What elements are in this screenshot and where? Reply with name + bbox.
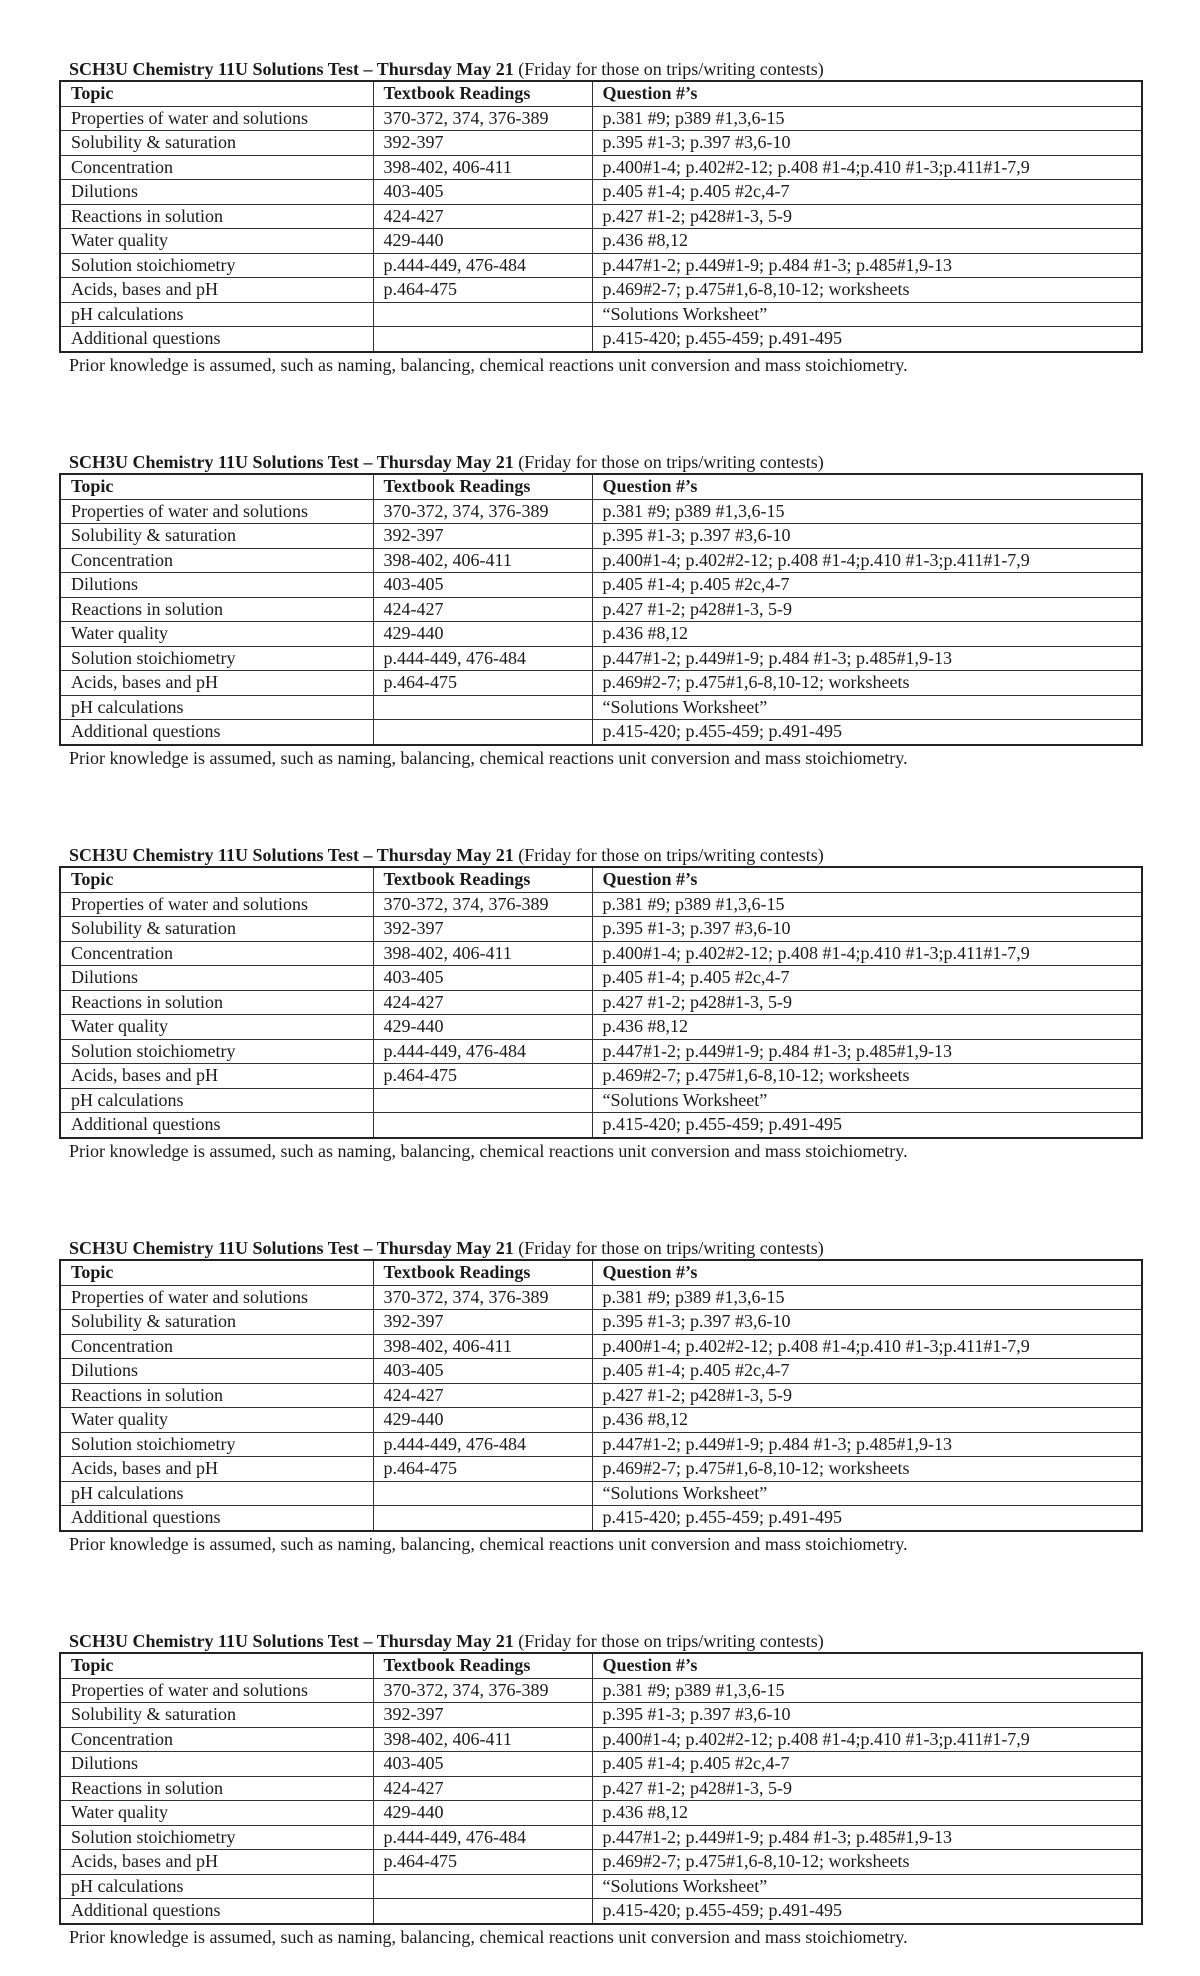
cell-topic: Concentration	[60, 941, 373, 966]
cell-topic: Dilutions	[60, 1359, 373, 1384]
table-header-row	[60, 1260, 1142, 1285]
cell-topic: pH calculations	[60, 302, 373, 327]
sheet-title-note: (Friday for those on trips/writing contests)	[513, 845, 824, 865]
cell-textbook-readings: p.444-449, 476-484	[373, 1039, 592, 1064]
study-table	[59, 1652, 1143, 1925]
cell-questions: p.405 #1-4; p.405 #2c,4-7	[592, 966, 1142, 991]
cell-questions: p.427 #1-2; p428#1-3, 5-9	[592, 597, 1142, 622]
cell-topic: Acids, bases and pH	[60, 671, 373, 696]
cell-textbook-readings: 424-427	[373, 597, 592, 622]
table-header-row	[60, 474, 1142, 499]
cell-textbook-readings: 370-372, 374, 376-389	[373, 106, 592, 131]
table-row	[60, 1825, 1142, 1850]
table-row	[60, 892, 1142, 917]
table-row	[60, 1899, 1142, 1924]
cell-topic: pH calculations	[60, 695, 373, 720]
cell-questions: p.436 #8,12	[592, 1408, 1142, 1433]
cell-topic: Concentration	[60, 1727, 373, 1752]
cell-topic: Properties of water and solutions	[60, 1285, 373, 1310]
header-topic: Topic	[60, 474, 373, 499]
table-row	[60, 278, 1142, 303]
table-row	[60, 573, 1142, 598]
cell-textbook-readings: 429-440	[373, 622, 592, 647]
sheet-title-note: (Friday for those on trips/writing contests)	[513, 452, 824, 472]
header-textbook-readings: Textbook Readings	[373, 1653, 592, 1678]
cell-topic: Dilutions	[60, 180, 373, 205]
cell-questions: p.381 #9; p389 #1,3,6-15	[592, 499, 1142, 524]
header-questions: Question #’s	[592, 1653, 1142, 1678]
header-questions: Question #’s	[592, 474, 1142, 499]
cell-topic: Acids, bases and pH	[60, 1457, 373, 1482]
header-questions: Question #’s	[592, 1260, 1142, 1285]
cell-questions: p.381 #9; p389 #1,3,6-15	[592, 892, 1142, 917]
cell-textbook-readings	[373, 1899, 592, 1924]
cell-topic: Reactions in solution	[60, 1383, 373, 1408]
table-row	[60, 622, 1142, 647]
cell-questions: “Solutions Worksheet”	[592, 1088, 1142, 1113]
cell-textbook-readings: 424-427	[373, 204, 592, 229]
cell-textbook-readings: 403-405	[373, 180, 592, 205]
cell-textbook-readings	[373, 1088, 592, 1113]
table-row	[60, 1015, 1142, 1040]
table-header-row	[60, 867, 1142, 892]
cell-topic: Concentration	[60, 548, 373, 573]
cell-textbook-readings	[373, 1113, 592, 1138]
cell-textbook-readings	[373, 720, 592, 745]
table-row	[60, 1383, 1142, 1408]
cell-textbook-readings: 398-402, 406-411	[373, 548, 592, 573]
cell-topic: Solubility & saturation	[60, 131, 373, 156]
cell-questions: p.400#1-4; p.402#2-12; p.408 #1-4;p.410 #1-3;p.411#1-7,9	[592, 548, 1142, 573]
cell-topic: Concentration	[60, 155, 373, 180]
table-row	[60, 253, 1142, 278]
cell-questions: “Solutions Worksheet”	[592, 1874, 1142, 1899]
cell-topic: Solution stoichiometry	[60, 1432, 373, 1457]
cell-questions: p.436 #8,12	[592, 1801, 1142, 1826]
table-row	[60, 1506, 1142, 1531]
cell-questions: p.447#1-2; p.449#1-9; p.484 #1-3; p.485#1,9-13	[592, 1432, 1142, 1457]
table-header-row	[60, 81, 1142, 106]
study-table	[59, 473, 1143, 746]
sheet-title-note: (Friday for those on trips/writing contests)	[513, 59, 824, 79]
sheet-title	[59, 1237, 1141, 1259]
cell-questions: p.469#2-7; p.475#1,6-8,10-12; worksheets	[592, 278, 1142, 303]
cell-questions: p.447#1-2; p.449#1-9; p.484 #1-3; p.485#1,9-13	[592, 1039, 1142, 1064]
header-topic: Topic	[60, 867, 373, 892]
cell-topic: Water quality	[60, 622, 373, 647]
table-row	[60, 1678, 1142, 1703]
cell-questions: p.405 #1-4; p.405 #2c,4-7	[592, 1359, 1142, 1384]
sheet-title-main: SCH3U Chemistry 11U Solutions Test – Thursday May 21	[69, 845, 514, 865]
cell-topic: Water quality	[60, 1015, 373, 1040]
table-row	[60, 1874, 1142, 1899]
cell-topic: Solubility & saturation	[60, 917, 373, 942]
header-topic: Topic	[60, 81, 373, 106]
cell-textbook-readings: 403-405	[373, 1752, 592, 1777]
cell-topic: Solution stoichiometry	[60, 646, 373, 671]
cell-topic: Solution stoichiometry	[60, 253, 373, 278]
study-sheet-2	[59, 451, 1141, 770]
study-sheet-3	[59, 844, 1141, 1163]
prior-knowledge-note: Prior knowledge is assumed, such as naming, balancing, chemical reactions unit conversion and mass stoichiometry.	[69, 1926, 908, 1947]
cell-questions: p.427 #1-2; p428#1-3, 5-9	[592, 1383, 1142, 1408]
table-row	[60, 695, 1142, 720]
cell-questions: p.395 #1-3; p.397 #3,6-10	[592, 1310, 1142, 1335]
cell-textbook-readings: 398-402, 406-411	[373, 941, 592, 966]
cell-questions: p.447#1-2; p.449#1-9; p.484 #1-3; p.485#1,9-13	[592, 646, 1142, 671]
cell-topic: pH calculations	[60, 1481, 373, 1506]
table-row	[60, 917, 1142, 942]
table-row	[60, 990, 1142, 1015]
table-row	[60, 548, 1142, 573]
cell-textbook-readings: 392-397	[373, 1310, 592, 1335]
study-table	[59, 1259, 1143, 1532]
cell-topic: Water quality	[60, 1408, 373, 1433]
study-sheet-4	[59, 1237, 1141, 1556]
cell-textbook-readings: p.464-475	[373, 1850, 592, 1875]
cell-questions: p.469#2-7; p.475#1,6-8,10-12; worksheets	[592, 671, 1142, 696]
cell-questions: p.381 #9; p389 #1,3,6-15	[592, 1285, 1142, 1310]
cell-textbook-readings: p.464-475	[373, 671, 592, 696]
table-row	[60, 1727, 1142, 1752]
cell-topic: Additional questions	[60, 1899, 373, 1924]
sheet-title-main: SCH3U Chemistry 11U Solutions Test – Thursday May 21	[69, 1238, 514, 1258]
cell-topic: Additional questions	[60, 1113, 373, 1138]
cell-questions: p.400#1-4; p.402#2-12; p.408 #1-4;p.410 #1-3;p.411#1-7,9	[592, 155, 1142, 180]
table-row	[60, 302, 1142, 327]
cell-questions: “Solutions Worksheet”	[592, 1481, 1142, 1506]
cell-questions: p.405 #1-4; p.405 #2c,4-7	[592, 573, 1142, 598]
table-row	[60, 1408, 1142, 1433]
cell-questions: p.405 #1-4; p.405 #2c,4-7	[592, 1752, 1142, 1777]
cell-textbook-readings: p.444-449, 476-484	[373, 1825, 592, 1850]
table-row	[60, 1776, 1142, 1801]
cell-topic: Reactions in solution	[60, 990, 373, 1015]
cell-textbook-readings: 392-397	[373, 917, 592, 942]
cell-topic: Additional questions	[60, 720, 373, 745]
cell-questions: p.395 #1-3; p.397 #3,6-10	[592, 1703, 1142, 1728]
table-row	[60, 941, 1142, 966]
cell-questions: p.400#1-4; p.402#2-12; p.408 #1-4;p.410 #1-3;p.411#1-7,9	[592, 941, 1142, 966]
table-row	[60, 327, 1142, 352]
sheet-title	[59, 451, 1141, 473]
table-row	[60, 597, 1142, 622]
table-row	[60, 1113, 1142, 1138]
cell-topic: Solubility & saturation	[60, 1703, 373, 1728]
cell-textbook-readings: p.444-449, 476-484	[373, 1432, 592, 1457]
table-row	[60, 1752, 1142, 1777]
cell-questions: p.415-420; p.455-459; p.491-495	[592, 1899, 1142, 1924]
cell-questions: p.415-420; p.455-459; p.491-495	[592, 327, 1142, 352]
cell-textbook-readings: 429-440	[373, 229, 592, 254]
cell-topic: Dilutions	[60, 966, 373, 991]
cell-topic: Properties of water and solutions	[60, 106, 373, 131]
cell-topic: Solubility & saturation	[60, 1310, 373, 1335]
cell-topic: Solution stoichiometry	[60, 1039, 373, 1064]
cell-topic: Acids, bases and pH	[60, 278, 373, 303]
cell-textbook-readings: p.464-475	[373, 1457, 592, 1482]
header-textbook-readings: Textbook Readings	[373, 81, 592, 106]
cell-questions: p.415-420; p.455-459; p.491-495	[592, 720, 1142, 745]
cell-textbook-readings: 398-402, 406-411	[373, 155, 592, 180]
cell-topic: Concentration	[60, 1334, 373, 1359]
cell-topic: Reactions in solution	[60, 597, 373, 622]
table-row	[60, 1334, 1142, 1359]
cell-topic: Additional questions	[60, 1506, 373, 1531]
prior-knowledge-note: Prior knowledge is assumed, such as naming, balancing, chemical reactions unit conversion and mass stoichiometry.	[69, 747, 908, 768]
cell-textbook-readings	[373, 695, 592, 720]
table-row	[60, 106, 1142, 131]
cell-topic: Solution stoichiometry	[60, 1825, 373, 1850]
cell-topic: Acids, bases and pH	[60, 1064, 373, 1089]
table-row	[60, 1064, 1142, 1089]
header-questions: Question #’s	[592, 867, 1142, 892]
cell-textbook-readings: 429-440	[373, 1801, 592, 1826]
cell-questions: p.427 #1-2; p428#1-3, 5-9	[592, 204, 1142, 229]
cell-questions: p.469#2-7; p.475#1,6-8,10-12; worksheets	[592, 1457, 1142, 1482]
header-textbook-readings: Textbook Readings	[373, 1260, 592, 1285]
table-row	[60, 1359, 1142, 1384]
sheet-title-note: (Friday for those on trips/writing contests)	[513, 1238, 824, 1258]
cell-questions: p.400#1-4; p.402#2-12; p.408 #1-4;p.410 #1-3;p.411#1-7,9	[592, 1727, 1142, 1752]
cell-topic: Dilutions	[60, 1752, 373, 1777]
table-row	[60, 1457, 1142, 1482]
table-row	[60, 524, 1142, 549]
cell-questions: p.447#1-2; p.449#1-9; p.484 #1-3; p.485#1,9-13	[592, 253, 1142, 278]
cell-topic: Reactions in solution	[60, 1776, 373, 1801]
cell-textbook-readings	[373, 327, 592, 352]
cell-questions: p.436 #8,12	[592, 1015, 1142, 1040]
cell-textbook-readings: 392-397	[373, 524, 592, 549]
cell-textbook-readings: 392-397	[373, 131, 592, 156]
cell-textbook-readings: 370-372, 374, 376-389	[373, 499, 592, 524]
cell-topic: Additional questions	[60, 327, 373, 352]
cell-topic: Properties of water and solutions	[60, 499, 373, 524]
cell-questions: “Solutions Worksheet”	[592, 302, 1142, 327]
sheet-title	[59, 58, 1141, 80]
cell-textbook-readings: p.464-475	[373, 1064, 592, 1089]
cell-questions: p.469#2-7; p.475#1,6-8,10-12; worksheets	[592, 1850, 1142, 1875]
prior-knowledge-note: Prior knowledge is assumed, such as naming, balancing, chemical reactions unit conversion and mass stoichiometry.	[69, 1140, 908, 1161]
cell-questions: “Solutions Worksheet”	[592, 695, 1142, 720]
cell-topic: Water quality	[60, 229, 373, 254]
cell-textbook-readings	[373, 302, 592, 327]
header-textbook-readings: Textbook Readings	[373, 474, 592, 499]
cell-textbook-readings: 424-427	[373, 1383, 592, 1408]
table-row	[60, 131, 1142, 156]
prior-knowledge-note: Prior knowledge is assumed, such as naming, balancing, chemical reactions unit conversion and mass stoichiometry.	[69, 1533, 908, 1554]
table-row	[60, 1432, 1142, 1457]
table-row	[60, 204, 1142, 229]
cell-questions: p.427 #1-2; p428#1-3, 5-9	[592, 990, 1142, 1015]
table-row	[60, 1850, 1142, 1875]
table-row	[60, 1088, 1142, 1113]
cell-topic: pH calculations	[60, 1874, 373, 1899]
sheet-title-main: SCH3U Chemistry 11U Solutions Test – Thursday May 21	[69, 452, 514, 472]
cell-topic: Solubility & saturation	[60, 524, 373, 549]
cell-textbook-readings: 398-402, 406-411	[373, 1334, 592, 1359]
cell-textbook-readings	[373, 1481, 592, 1506]
cell-questions: p.469#2-7; p.475#1,6-8,10-12; worksheets	[592, 1064, 1142, 1089]
table-row	[60, 499, 1142, 524]
sheet-title-note: (Friday for those on trips/writing contests)	[513, 1631, 824, 1651]
cell-topic: Dilutions	[60, 573, 373, 598]
cell-textbook-readings: 392-397	[373, 1703, 592, 1728]
table-row	[60, 1039, 1142, 1064]
table-row	[60, 229, 1142, 254]
cell-textbook-readings: 403-405	[373, 966, 592, 991]
table-row	[60, 720, 1142, 745]
cell-questions: p.427 #1-2; p428#1-3, 5-9	[592, 1776, 1142, 1801]
cell-questions: p.381 #9; p389 #1,3,6-15	[592, 1678, 1142, 1703]
study-sheet-5	[59, 1630, 1141, 1949]
cell-topic: Reactions in solution	[60, 204, 373, 229]
sheet-title-main: SCH3U Chemistry 11U Solutions Test – Thursday May 21	[69, 1631, 514, 1651]
table-row	[60, 1481, 1142, 1506]
header-textbook-readings: Textbook Readings	[373, 867, 592, 892]
table-row	[60, 1801, 1142, 1826]
table-row	[60, 1310, 1142, 1335]
cell-textbook-readings: 429-440	[373, 1408, 592, 1433]
cell-textbook-readings: 370-372, 374, 376-389	[373, 1285, 592, 1310]
cell-topic: Water quality	[60, 1801, 373, 1826]
cell-questions: p.395 #1-3; p.397 #3,6-10	[592, 524, 1142, 549]
header-questions: Question #’s	[592, 81, 1142, 106]
cell-textbook-readings	[373, 1506, 592, 1531]
sheet-title	[59, 844, 1141, 866]
table-row	[60, 1703, 1142, 1728]
cell-questions: p.395 #1-3; p.397 #3,6-10	[592, 131, 1142, 156]
cell-textbook-readings: 370-372, 374, 376-389	[373, 1678, 592, 1703]
cell-textbook-readings	[373, 1874, 592, 1899]
cell-textbook-readings: 403-405	[373, 573, 592, 598]
cell-textbook-readings: 424-427	[373, 1776, 592, 1801]
study-table	[59, 80, 1143, 353]
study-table	[59, 866, 1143, 1139]
table-row	[60, 180, 1142, 205]
header-topic: Topic	[60, 1653, 373, 1678]
cell-topic: Acids, bases and pH	[60, 1850, 373, 1875]
cell-questions: p.400#1-4; p.402#2-12; p.408 #1-4;p.410 #1-3;p.411#1-7,9	[592, 1334, 1142, 1359]
cell-questions: p.415-420; p.455-459; p.491-495	[592, 1506, 1142, 1531]
cell-textbook-readings: 429-440	[373, 1015, 592, 1040]
prior-knowledge-note: Prior knowledge is assumed, such as naming, balancing, chemical reactions unit conversion and mass stoichiometry.	[69, 354, 908, 375]
cell-textbook-readings: p.444-449, 476-484	[373, 646, 592, 671]
header-topic: Topic	[60, 1260, 373, 1285]
cell-textbook-readings: 403-405	[373, 1359, 592, 1384]
cell-topic: Properties of water and solutions	[60, 892, 373, 917]
cell-questions: p.405 #1-4; p.405 #2c,4-7	[592, 180, 1142, 205]
table-row	[60, 1285, 1142, 1310]
table-row	[60, 155, 1142, 180]
table-header-row	[60, 1653, 1142, 1678]
cell-questions: p.415-420; p.455-459; p.491-495	[592, 1113, 1142, 1138]
cell-textbook-readings: 424-427	[373, 990, 592, 1015]
cell-textbook-readings: 370-372, 374, 376-389	[373, 892, 592, 917]
cell-questions: p.436 #8,12	[592, 229, 1142, 254]
cell-textbook-readings: p.444-449, 476-484	[373, 253, 592, 278]
cell-questions: p.447#1-2; p.449#1-9; p.484 #1-3; p.485#1,9-13	[592, 1825, 1142, 1850]
cell-questions: p.395 #1-3; p.397 #3,6-10	[592, 917, 1142, 942]
cell-textbook-readings: p.464-475	[373, 278, 592, 303]
cell-topic: Properties of water and solutions	[60, 1678, 373, 1703]
sheet-title-main: SCH3U Chemistry 11U Solutions Test – Thursday May 21	[69, 59, 514, 79]
table-row	[60, 646, 1142, 671]
sheet-title	[59, 1630, 1141, 1652]
cell-textbook-readings: 398-402, 406-411	[373, 1727, 592, 1752]
cell-questions: p.436 #8,12	[592, 622, 1142, 647]
cell-questions: p.381 #9; p389 #1,3,6-15	[592, 106, 1142, 131]
study-sheet-1	[59, 58, 1141, 377]
table-row	[60, 671, 1142, 696]
table-row	[60, 966, 1142, 991]
cell-topic: pH calculations	[60, 1088, 373, 1113]
